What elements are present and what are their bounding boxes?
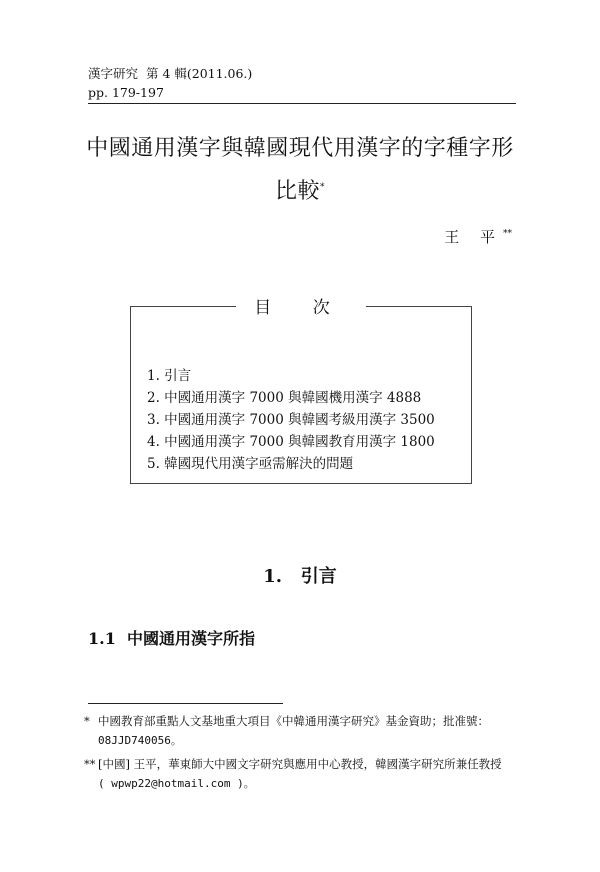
journal-issue-line [88, 64, 252, 83]
journal-issue: 第 4 輯(2011.06.) [145, 66, 253, 81]
footnote-continuation: 08JJD740056。 [98, 734, 182, 747]
footnote-continuation: ( wpwp22@hotmail.com )。 [98, 777, 255, 790]
paper-title-line-1 [60, 131, 540, 162]
toc-heading-wrap [131, 293, 471, 318]
subsection-number: 1.1 [88, 629, 116, 648]
journal-header [88, 64, 252, 102]
toc-item: 5. 韓國現代用漢字亟需解決的問題 [147, 456, 354, 472]
toc-item: 3. 中國通用漢字 7000 與韓國考級用漢字 3500 [147, 412, 435, 428]
paper-title-line-2 [60, 174, 540, 205]
section-number: 1. [263, 566, 282, 587]
journal-name: 漢字研究 [88, 66, 139, 81]
footnotes [84, 711, 524, 797]
toc-item: 2. 中國通用漢字 7000 與韓國機用漢字 4888 [147, 390, 422, 406]
title-footnote-mark: * [320, 182, 325, 193]
toc-item: 4. 中國通用漢字 7000 與韓國教育用漢字 1800 [147, 434, 435, 450]
title-text-2: 比較 [274, 179, 320, 204]
title-text-1: 中國通用漢字與韓國現代用漢字的字種字形 [86, 136, 514, 161]
footnote [84, 711, 524, 751]
footnote-mark: * [84, 714, 90, 728]
toc-item: 1. 引言 [147, 368, 192, 384]
author [444, 226, 512, 247]
author-footnote-mark: ** [503, 229, 512, 239]
author-name: 王 平 [444, 228, 503, 246]
header-divider [88, 103, 516, 104]
footnote-text: 中國教育部重點人文基地重大項目《中韓通用漢字研究》基金資助；批准號： [98, 714, 489, 728]
toc-list [147, 365, 435, 475]
table-of-contents [130, 298, 472, 484]
footnote [84, 754, 524, 794]
footnote-divider [88, 703, 283, 704]
section-title: 引言 [300, 566, 337, 587]
footnote-text: [中國] 王平，華東師大中國文字研究與應用中心教授，韓國漢字研究所兼任教授 [98, 757, 502, 771]
page-range: pp. 179-197 [88, 85, 164, 100]
section-heading [60, 562, 540, 588]
subsection-title: 中國通用漢字所指 [126, 629, 255, 648]
toc-heading: 目 次 [236, 298, 365, 318]
subsection-heading [88, 626, 255, 649]
footnote-mark: ** [84, 757, 96, 771]
